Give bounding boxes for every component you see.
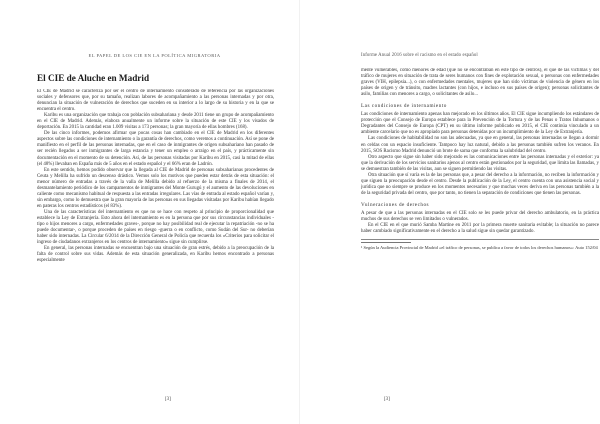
running-head: EL PAPEL DE LOS CIE EN LA POLÍTICA MIGRATORIA [88,53,221,58]
paragraph: El CIE de Madrid se caracteriza por ser el centro de internamiento considerado de referencia por las organizaciones sociales y defensores que, por su tamaño, realizan labores de acompañamiento a las personas internadas y por otra, denuncian la situación de vulneración de derechos que suceden en su interior a lo largo de su historia y en la que se encuentra el centro. [37,89,274,113]
left-body-text [37,89,274,407]
paragraph: Otra situación que sí varía es la de las personas que, a pesar del derecho a la información, no reciben la información y que siguen la preocupación desde el centro. Desde la publicación de la Ley, el centro cuenta con una asistencia social y jurídica que no siempre se produce en los momentos necesarios y que muchas veces deriva en las personas también a la de la seguridad privada del centro, que por tanto, no tienen la separación de condiciones que tienen las personas. [361,172,599,196]
paragraph: Las condiciones de internamiento apenas han mejorado en los últimos años. El CIE sigue incumpliendo los estándares de protección que el Consejo de Europa establece para la Prevención de la Tortura y de las Penas o Tratos Inhumanos o Degradantes del Consejo de Europa (CPT) en su último informe publicado en 2015, el CIE continúa vinculado a un ambiente carcelario que no es apropiado para personas detenidas por un incumplimiento de la Ley de Extranjería. [361,112,599,136]
paragraph: mente vulnerables, como menores de edad (que no se encontraban en este tipo de centros), el que de las víctimas y del tráfico de mujeres en situación de trata de seres humanos con fines de explotación sexual, o personas con enfermedades graves (VIH, epilepsia...), o con enfermedades mentales, mujeres que han sido víctimas de violencia de género en los países de origen y de tránsito, madres lactantes (con hijos, e incluso en sus países de origen); personas solicitantes de asilo, familias con menores a cargo, o solicitantes de asilo... [361,68,599,98]
footnote-rule [361,242,411,243]
section-heading: Las condiciones de internamiento [361,103,447,110]
section-heading: Vulneraciones de derechos [361,201,430,208]
paragraph: Otro aspecto que sigue sin haber sido mejorado es las comunicaciones entre las personas internadas y el exterior: ya que la derivación de los servicios sanitarios ajenos al centro están gestionados por la seguridad, que limita las llamadas, y se demuestran también de las visitas, aun se siguen permitiendo las visitas. [361,154,599,172]
page-number: [3] [165,397,171,402]
right-body-text [361,68,599,388]
paragraph: Karibu es una organización que trabaja con población subsahariana y desde 2011 tiene un grupo de acompañamiento en el CIE de Madrid. Además, elabora anualmente un informe sobre la situación de este CIE y los visados de deportación. En 2015 la cantidad eran 1.009 visitas a 173 personas; la gran mayoría de ellas hombres (168). [37,113,274,131]
paragraph: Las condiciones de habitabilidad no son las adecuadas, ya que en general, las personas internadas se llegan a dormir en celdas con un espacio insuficiente. Tampoco hay luz natural, debido a las personas también sufren los veranos. En 2015, SOS Racismo Madrid denunció un brote de sarna que conforma la salubridad del centro. [361,136,599,154]
paragraph: De las cinco informes, podemos afirmar que pocas cosas han cambiado en el CIE de Madrid en los diferentes aspectos sobre las condiciones de internamiento o la garantía de derechos, como veremos a continuación. Así se pone de manifiesto en el perfil de las personas internadas, que en el caso de inmigrantes de origen subsahariano han pasado de ser recién llegados a ser inmigrantes de larga estancia y tener un empleo o arraigo en el país, y prácticamente sin documentación en el momento de su detención. Así, de las personas visitadas por Karibu en 2015, casi la mitad de ellas (el 48%) llevaban en España más de 5 años en el estado español y el 66% eran de Ladrón. [37,131,274,167]
paragraph: A pesar de que a las personas internadas en el CIE solo se les puede privar del derecho ambulatorio, en la práctica muchos de sus derechos se ven limitados o vulnerados. [361,210,599,223]
paragraph: En el CIE en el que murió Samba Martine en 2011 por la primera muerte sanitaria evitable; la situación no parece haber cambiado significativamente en el derecho a la salud sigue sin quedar garantizado. [361,223,599,235]
paragraph: Una de las características del internamiento es que no se hace con respeto al principio de proporcionalidad que establece la Ley de Extranjería. Esto ahora del internamiento es en la persona que por sus circunstancias individuales -tipo o hijos menores a cargo, enfermedades graves-, porque no hay posibilidad real de ejecutar la repatriación -no se ha puede documentar-, o porque proceden de países en riesgo -guerra o en conflicto, como Sudán del Sur- no deberían haber sido internadas. La Circular 6/2014 de la Dirección General de Policía que recuerda los «Criterios para solicitar el ingreso de ciudadanos extranjeros en los centros de internamiento» sigue sin cumplirse. [37,209,274,246]
section-title: El CIE de Aluche en Madrid [37,73,150,83]
footnote [361,239,599,251]
running-head: Informe Anual 2016 sobre el racismo en el estado español [361,53,478,58]
footnote-text: ¹ Según la Audiencia Provincial de Madrid «el tráfico de personas, se publica a favor de todos los derechos humanos»: Auto 152/04 [361,245,598,251]
paragraph: En general, las personas internadas se encuentran bajo una situación de gran estrés, debido a la preocupación de la falta de control sobre sus vidas. Además de esta situación generalizada, en Karibu hemos encontrado a personas especialmente [37,246,274,264]
page-number: [3] [384,397,390,402]
right-page [300,0,600,424]
paragraph: En este sentido, hemos podido observar que la llegada al CIE de Madrid de personas subsaharianas procedentes de Ceuta y Melilla ha sufrido un descenso drástico. Vemos solo los motivos que pueden estar detrás de esta situación: el menor número de entradas a través de la valla de Melilla debido al refuerzo de la misma a finales de 2014, el desmantelamiento periódico de los campamentos de inmigrantes del Monte Gurugú y el aumento de las devoluciones en caliente como mecanismo habitual de respuesta a las entradas irregulares. Las vías de entrada al estado español varían y, sin embargo, como lo demuestra que la gran mayoría de las personas en sus llegadas visitadas por Karibu habían llegado en pateras los centros estadísticos (el 83%). [37,167,274,209]
